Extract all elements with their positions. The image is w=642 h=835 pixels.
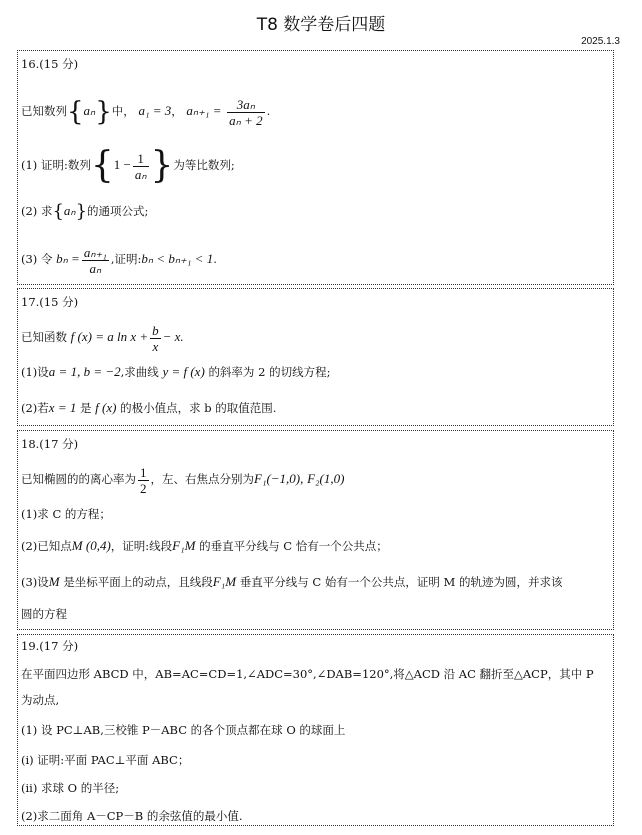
part-1: (1)设 xyxy=(21,365,49,379)
page-title: T8 数学卷后四题 xyxy=(256,15,386,35)
part-3-bn: bₙ = xyxy=(56,251,80,266)
question-17-box xyxy=(17,288,614,426)
function-den: x xyxy=(152,338,159,354)
part-2-prefix: (2) 求 xyxy=(21,204,53,218)
part-1-mid: ,求曲线 xyxy=(120,365,159,379)
part-3-num: aₙ₊₁ xyxy=(83,244,107,260)
question-18-part-3 xyxy=(21,575,562,589)
part-2-func: f (x) xyxy=(95,400,117,415)
part-1-suffix: 为等比数列; xyxy=(173,158,235,172)
given-mid: 中， xyxy=(111,104,135,118)
part-2-mid: ，证明:线段 xyxy=(110,539,173,553)
focus-1: F₁(−1,0), xyxy=(254,471,304,486)
eccentricity-den: 2 xyxy=(140,480,147,496)
question-19-label: 19.(17 分) xyxy=(21,639,79,653)
part-2-suffix: 的垂直平分线与 C 恰有一个公共点； xyxy=(199,539,388,553)
given-mid: ，左、右焦点分别为 xyxy=(150,472,254,486)
part-3-mid: ,证明: xyxy=(110,252,142,266)
question-18-label: 18.(17 分) xyxy=(21,437,79,451)
question-16-part-3 xyxy=(21,239,217,279)
function-fraction xyxy=(150,323,161,354)
part-3-prefix: (3) 令 xyxy=(21,252,53,266)
question-17-given xyxy=(21,317,184,357)
given-text: 已知数列 xyxy=(21,104,67,118)
question-16-part-2 xyxy=(21,199,148,225)
question-19-box xyxy=(17,634,614,826)
sequence-symbol: aₙ xyxy=(63,203,76,218)
recurrence-den: aₙ + 2 xyxy=(229,112,263,128)
given-prefix: 已知椭圆的的离心率为 xyxy=(21,472,136,486)
function-num: b xyxy=(152,322,159,338)
question-17-label: 17.(15 分) xyxy=(21,295,79,309)
question-19-line-5: (ii) 求球 O 的半径; xyxy=(21,781,120,795)
question-18-box xyxy=(17,430,614,630)
part-3-suffix: 垂直平分线与 C 始有一个公共点，证明 M 的轨迹为圆，并求该 xyxy=(239,575,563,589)
question-16-given xyxy=(21,91,270,131)
left-brace-icon: { xyxy=(67,97,84,127)
question-18-part-3-cont: 圆的方程 xyxy=(21,607,67,621)
part-2-suffix: 的通项公式; xyxy=(87,204,149,218)
part-3-mid: 是坐标平面上的动点，且线段 xyxy=(63,575,213,589)
part-1-suffix: 的斜率为 2 的切线方程; xyxy=(208,365,331,379)
question-16-label: 16.(15 分) xyxy=(21,57,79,71)
part-1-num: 1 xyxy=(133,151,149,167)
eccentricity-num: 1 xyxy=(140,464,147,480)
part-3-m: M xyxy=(48,574,60,589)
part-3-prefix: (3)设 xyxy=(21,575,49,589)
question-18-part-1: (1)求 C 的方程； xyxy=(21,507,111,521)
part-3-den: aₙ xyxy=(89,260,102,276)
part-2-cond: x = 1 xyxy=(48,400,77,415)
question-19-line-4: (i) 证明:平面 PAC⊥平面 ABC； xyxy=(21,753,190,767)
part-1-inner: 1 − xyxy=(113,157,131,172)
part-1-curve: y = f (x) xyxy=(162,364,205,379)
question-17-part-1 xyxy=(21,365,330,379)
sequence-symbol: aₙ xyxy=(83,103,96,118)
date-label: 2025.1.3 xyxy=(581,36,620,47)
part-1-prefix: (1) 证明:数列 xyxy=(21,158,91,172)
recurrence-num: 3aₙ xyxy=(227,97,264,113)
recurrence-fraction xyxy=(227,97,264,128)
question-19-line-3: (1) 设 PC⊥AB,三校锥 P－ABC 的各个顶点都在球 O 的球面上 xyxy=(21,723,346,737)
question-18-given xyxy=(21,459,344,499)
part-2: (2)若 xyxy=(21,401,49,415)
part-1-den: aₙ xyxy=(134,166,147,182)
eccentricity-fraction xyxy=(138,465,149,496)
function-rhs: − x. xyxy=(162,329,184,344)
part-2-segment: F₁M xyxy=(172,538,196,553)
part-3-fraction xyxy=(82,245,109,276)
question-19-line-6: (2)求二面角 A－CP－B 的余弦值的最小值. xyxy=(21,809,243,823)
right-brace-icon: } xyxy=(95,97,112,127)
right-brace-icon: } xyxy=(150,145,174,186)
part-3-end: . xyxy=(213,252,217,266)
question-18-part-2 xyxy=(21,539,388,553)
left-brace-icon: { xyxy=(90,145,114,186)
period: . xyxy=(266,104,271,118)
question-19-line-1: 在平面四边形 ABCD 中，AB=AC=CD=1,∠ADC=30°,∠DAB=120°,将△ACD 沿 AC 翻折至△ACP，其中 P xyxy=(21,667,594,681)
part-2-prefix: (2)已知点 xyxy=(21,539,72,553)
part-2-mid: 是 xyxy=(80,401,92,415)
right-brace-icon: } xyxy=(75,201,88,222)
part-1-fraction xyxy=(133,151,149,182)
part-3-inequality: bₙ < bₙ₊₁ < 1 xyxy=(141,251,214,266)
question-16-box xyxy=(17,50,614,285)
part-2-suffix: 的极小值点，求 b 的取值范围. xyxy=(120,401,277,415)
recurrence-lhs: aₙ₊₁ = xyxy=(186,103,222,118)
a1-value: a₁ = 3 xyxy=(138,103,172,118)
question-16-part-1 xyxy=(21,143,235,187)
question-19-line-2: 为动点, xyxy=(21,693,60,707)
part-1-cond: a = 1, b = −2 xyxy=(48,364,121,379)
focus-2: F₂(1,0) xyxy=(307,471,345,486)
function-lhs: f (x) = a ln x + xyxy=(70,329,149,344)
part-3-segment: F₁M xyxy=(212,574,237,589)
part-2-point: M (0,4) xyxy=(71,538,111,553)
left-brace-icon: { xyxy=(52,201,64,222)
given-prefix: 已知函数 xyxy=(21,330,67,344)
question-17-part-2 xyxy=(21,401,276,415)
comma: ， xyxy=(171,104,183,118)
